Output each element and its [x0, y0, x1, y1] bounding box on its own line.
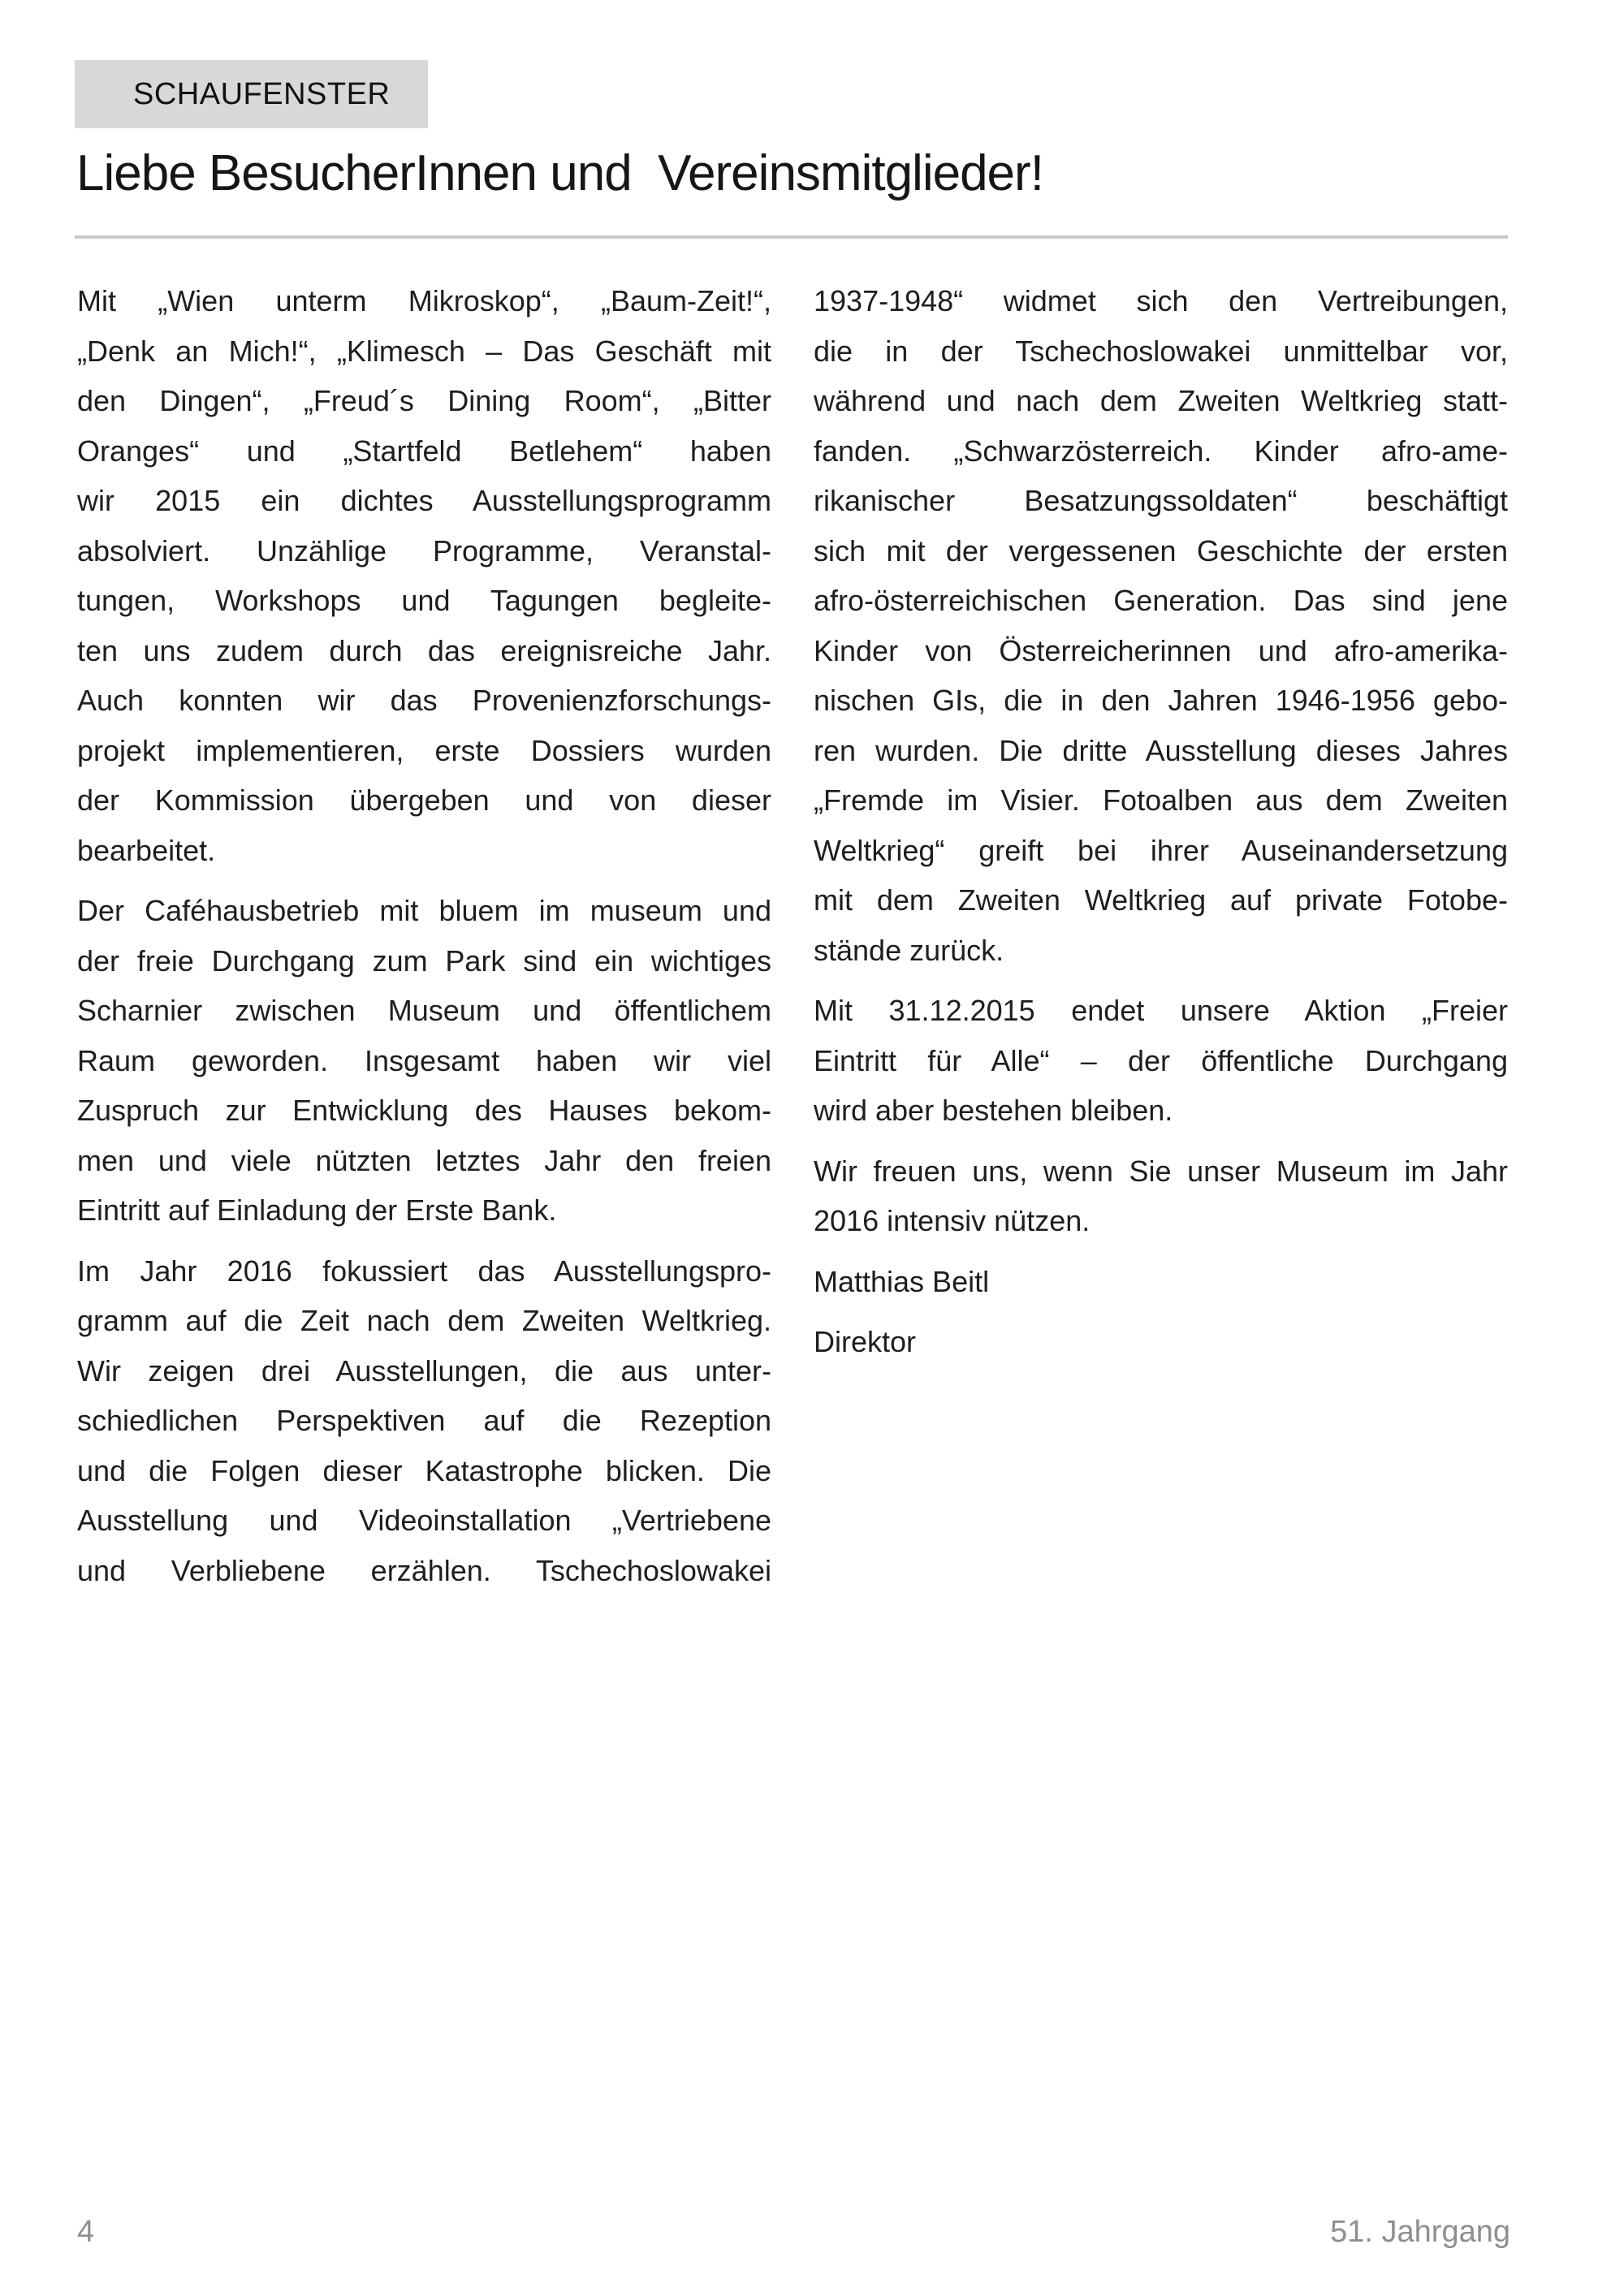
text-line: den Dingen“, „Freud´s Dining Room“, „Bitter [77, 384, 771, 417]
paragraph [814, 1257, 1508, 1307]
text-line: sich mit der vergessenen Geschichte der ersten [814, 533, 1508, 568]
article-body [77, 276, 1508, 1595]
text-line: Der Caféhausbetrieb mit bluem im museum und [77, 894, 771, 927]
text-line: und die Folgen dieser Katastrophe blicken. Die [77, 1453, 771, 1487]
paragraph [814, 1317, 1508, 1367]
text-line: Wir zeigen drei Ausstellungen, die aus unter- [77, 1353, 771, 1388]
section-tag-label: SCHAUFENSTER [133, 77, 391, 111]
text-line: Matthias Beitl [814, 1264, 990, 1298]
page-footer [77, 2215, 1510, 2250]
page-number: 4 [77, 2215, 95, 2249]
paragraph [77, 1246, 771, 1596]
volume-label: 51. Jahrgang [1330, 2215, 1510, 2249]
paragraph [814, 986, 1508, 1136]
text-line: der Kommission übergeben und von dieser [77, 783, 771, 817]
text-line: schiedlichen Perspektiven auf die Rezeption [77, 1404, 771, 1437]
paragraph [814, 276, 1508, 975]
text-line: 1937-1948“ widmet sich den Vertreibungen, [814, 284, 1508, 317]
text-line: ten uns zudem durch das ereignisreiche Jahr. [77, 633, 771, 667]
text-line: wird aber bestehen bleiben. [814, 1094, 1173, 1127]
text-line: Mit „Wien unterm Mikroskop“, „Baum-Zeit!“, [77, 284, 771, 317]
text-line: rikanischer Besatzungssoldaten“ beschäftigt [814, 484, 1508, 517]
text-line: Ausstellung und Videoinstallation „Vertriebene [77, 1504, 771, 1537]
text-line: Direktor [814, 1325, 917, 1358]
text-line: men und viele nützten letztes Jahr den freien [77, 1143, 771, 1177]
text-line: und Verbliebene erzählen. Tschechoslowakei [77, 1553, 771, 1587]
text-line: gramm auf die Zeit nach dem Zweiten Weltkrieg. [77, 1304, 771, 1337]
text-line: der freie Durchgang zum Park sind ein wichtiges [77, 943, 771, 978]
text-line: Scharnier zwischen Museum und öffentlichem [77, 994, 771, 1027]
text-line: mit dem Zweiten Weltkrieg auf private Fotobe- [814, 883, 1508, 917]
text-line: nischen GIs, die in den Jahren 1946-1956 gebo- [814, 684, 1508, 717]
paragraph [814, 1146, 1508, 1246]
page-title: Liebe BesucherInnen und Vereinsmitglieder! [76, 145, 1043, 201]
divider-rule [75, 235, 1508, 239]
text-line: Raum geworden. Insgesamt haben wir viel [77, 1043, 771, 1077]
text-line: ren wurden. Die dritte Ausstellung dieses Jahres [814, 733, 1508, 767]
text-line: tungen, Workshops und Tagungen begleite- [77, 584, 771, 617]
text-line: Zuspruch zur Entwicklung des Hauses bekom- [77, 1094, 771, 1127]
paragraph [77, 276, 771, 875]
text-line: Auch konnten wir das Provenienzforschungs- [77, 684, 771, 717]
text-line: „Denk an Mich!“, „Klimesch – Das Geschäft mit [77, 334, 771, 368]
text-line: Kinder von Österreicherinnen und afro-amerika- [814, 633, 1508, 667]
text-line: projekt implementieren, erste Dossiers wurden [77, 733, 771, 767]
text-line: wir 2015 ein dichtes Ausstellungsprogramm [77, 484, 771, 517]
text-line: bearbeitet. [77, 833, 216, 867]
text-line: 2016 intensiv nützen. [814, 1204, 1091, 1237]
text-line: stände zurück. [814, 933, 1004, 967]
text-line: Eintritt für Alle“ – der öffentliche Durchgang [814, 1043, 1508, 1077]
text-line: absolviert. Unzählige Programme, Veranstal- [77, 533, 771, 568]
text-line: „Fremde im Visier. Fotoalben aus dem Zweiten [814, 783, 1508, 817]
text-line: während und nach dem Zweiten Weltkrieg statt- [814, 384, 1508, 417]
text-line: die in der Tschechoslowakei unmittelbar vor, [814, 334, 1508, 368]
text-line: Oranges“ und „Startfeld Betlehem“ haben [77, 434, 771, 468]
text-line: afro-österreichischen Generation. Das sind jene [814, 584, 1508, 617]
text-line: Im Jahr 2016 fokussiert das Ausstellungspro- [77, 1254, 771, 1288]
text-column-left [77, 276, 771, 1595]
text-line: Mit 31.12.2015 endet unsere Aktion „Freier [814, 994, 1508, 1027]
text-line: fanden. „Schwarzösterreich. Kinder afro-ame- [814, 434, 1508, 468]
text-column-right [814, 276, 1508, 1595]
text-line: Eintritt auf Einladung der Erste Bank. [77, 1193, 557, 1227]
section-tag [75, 60, 428, 128]
text-line: Wir freuen uns, wenn Sie unser Museum im Jahr [814, 1154, 1508, 1188]
text-line: Weltkrieg“ greift bei ihrer Auseinandersetzung [814, 833, 1508, 867]
paragraph [77, 886, 771, 1236]
